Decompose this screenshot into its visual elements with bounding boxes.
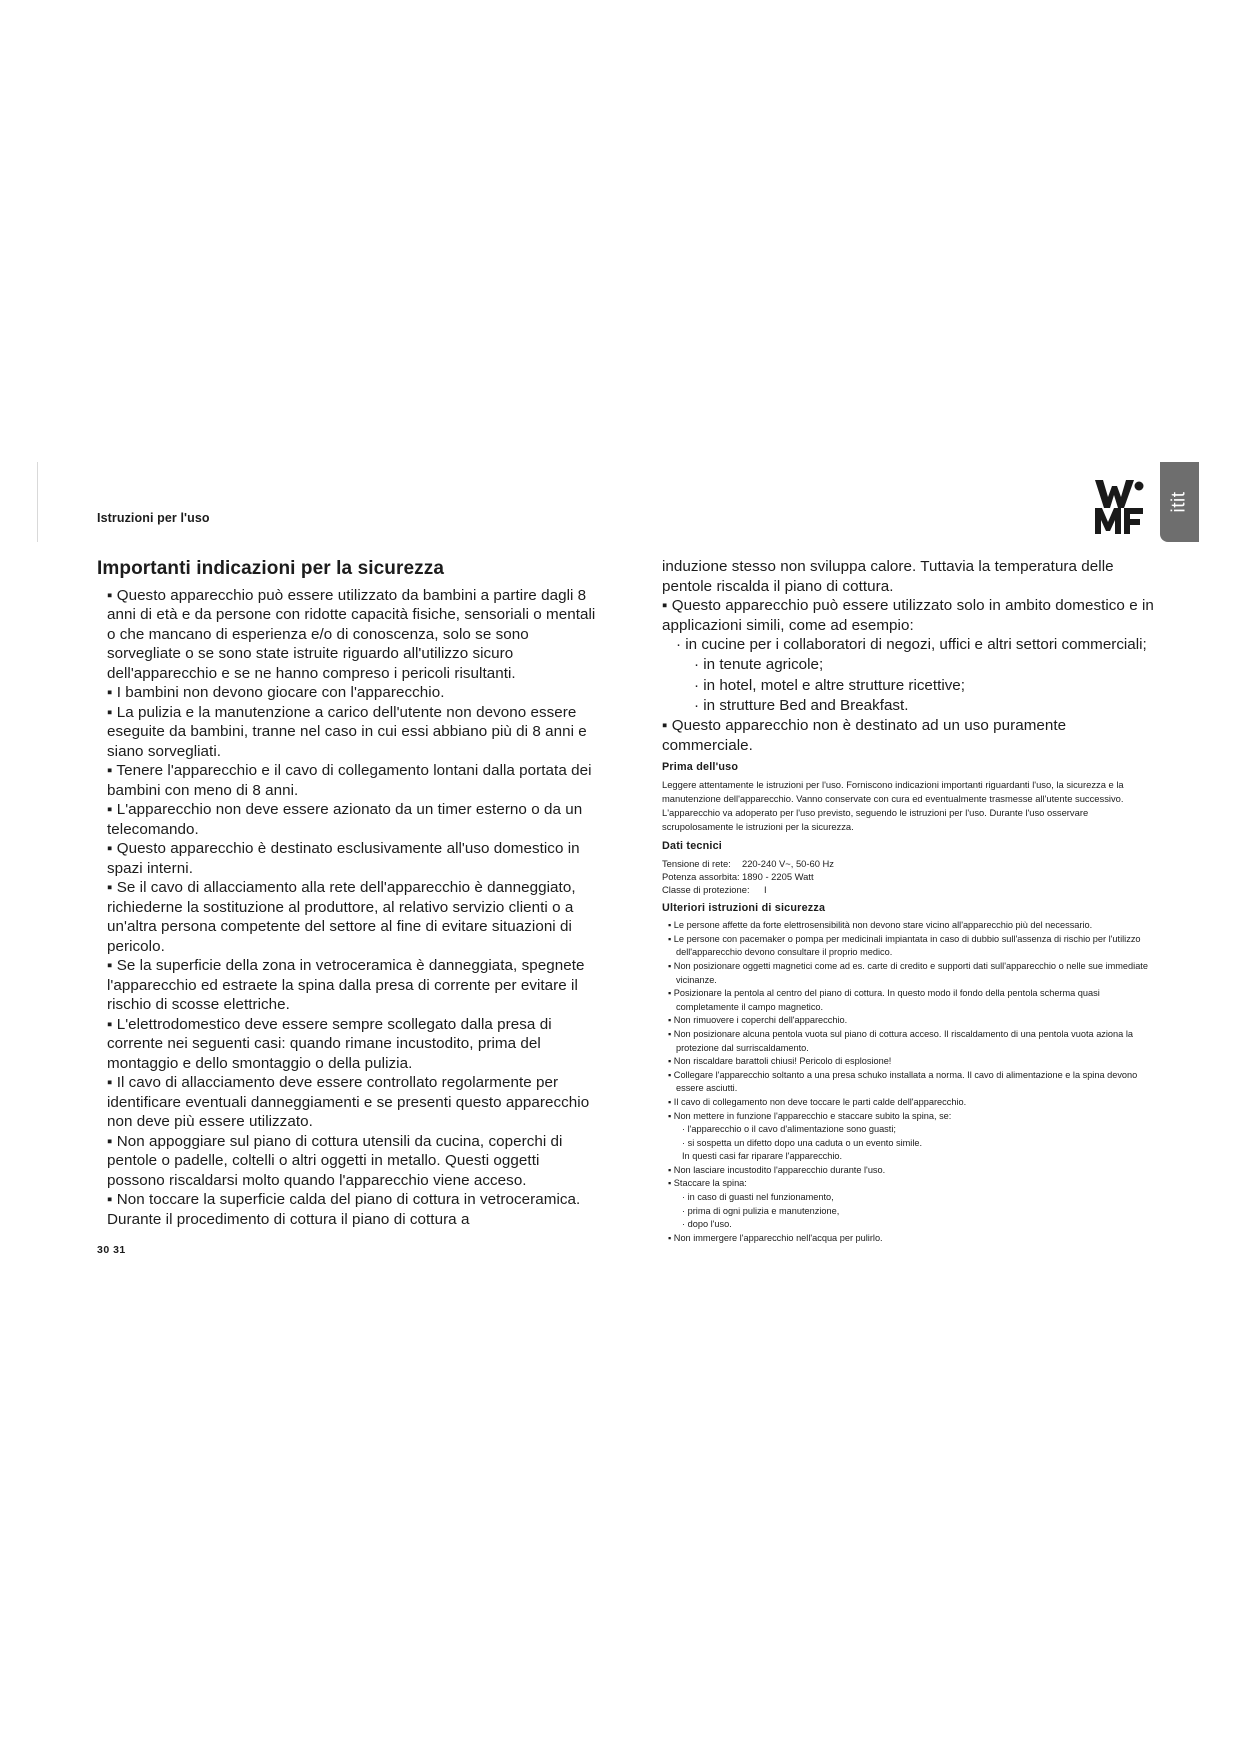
safety-paragraph: ▪ I bambini non devono giocare con l'apparecchio. [107, 684, 445, 702]
spec-row [662, 857, 1154, 870]
safety-list-item: ▪ Non riscaldare barattoli chiusi! Pericolo di esplosione! [668, 1056, 892, 1067]
safety-paragraph: ▪ Il cavo di allacciamento deve essere controllato regolarmente per identificare eventuali danneggiamenti e se presenti questo apparecchio non deve più essere utilizzato. [107, 1074, 590, 1131]
safety-list-item: ▪ Staccare la spina: [668, 1178, 747, 1189]
safety-paragraph: ▪ L'apparecchio non deve essere azionato da un timer esterno o da un telecomando. [107, 801, 583, 838]
spec-value: 1890 - 2205 Watt [742, 871, 814, 883]
domestic-use-item: · in cucine per i collaboratori di negozi, uffici e altri settori commerciali; [676, 636, 1147, 653]
safety-paragraph: ▪ La pulizia e la manutenzione a carico dell'utente non devono essere eseguite da bambini, tranne nel caso in cui essi abbiano più di 8 anni e siano sorvegliati. [107, 703, 587, 760]
domestic-use-item: · in tenute agricole; [694, 656, 824, 674]
safety-sub-item: · si sospetta un difetto dopo una caduta o un evento simile. [682, 1137, 923, 1148]
safety-list-item: ▪ Collegare l'apparecchio soltanto a una presa schuko installata a norma. Il cavo di alimentazione e la spina devono essere asciutti. [668, 1069, 1138, 1094]
safety-paragraph: ▪ L'elettrodomestico deve essere sempre scollegato dalla presa di corrente nei seguenti casi: quando rimane incustodito, prima del montaggio e dello smontaggio o della pulizia. [107, 1015, 552, 1072]
left-column [97, 557, 600, 1229]
safety-paragraph: ▪ Tenere l'apparecchio e il cavo di collegamento lontani dalla portata dei bambini con meno di 8 anni. [107, 762, 592, 799]
spec-row [662, 870, 1154, 883]
safety-list-item: ▪ Posizionare la pentola al centro del piano di cottura. In questo modo il fondo della pentola scherma quasi completamente il campo magnetico. [668, 988, 1100, 1012]
safety-paragraph: ▪ Se il cavo di allacciamento alla rete dell'apparecchio è danneggiato, richiederne la sostituzione al produttore, al relativo servizio clienti o a un'altra persona competente del settore al fine di evitare situazioni di pericolo. [107, 879, 576, 955]
safety-list-item: ▪ Non posizionare alcuna pentola vuota sul piano di cottura acceso. Il riscaldamento di una pentola vuota aziona la protezione dal surriscaldamento. [668, 1028, 1133, 1053]
safety-list-item: ▪ Non lasciare incustodito l'apparecchio durante l'uso. [668, 1164, 886, 1175]
continuation-paragraph: induzione stesso non sviluppa calore. Tuttavia la temperatura delle pentole riscalda il piano di cottura. [662, 558, 1114, 595]
domestic-use-paragraph: ▪ Questo apparecchio può essere utilizzato solo in ambito domestico e in applicazioni simili, come ad esempio: [662, 597, 1154, 634]
safety-note: In questi casi far riparare l'apparecchio. [682, 1151, 843, 1162]
safety-paragraph: ▪ Questo apparecchio può essere utilizzato da bambini a partire dagli 8 anni di età e da persone con ridotte capacità fisiche, sensoriali o mentali o che mancano di esperienza e/o di conoscenza, solo se sono sorvegliate o se sono state istruite riguardo all'utilizzo sicuro dell'apparecchio e se ne hanno compreso i pericoli risultanti. [107, 586, 596, 682]
spec-value: I [764, 884, 767, 896]
domestic-use-item: · in hotel, motel e altre strutture ricettive; [694, 676, 965, 694]
safety-paragraph: ▪ Questo apparecchio è destinato esclusivamente all'uso domestico in spazi interni. [107, 840, 580, 877]
language-tab-label: itit [1168, 491, 1190, 513]
header-title: Istruzioni per l'uso [97, 511, 210, 525]
spec-row [662, 883, 1154, 896]
domestic-use-item: · in strutture Bed and Breakfast. [694, 696, 909, 714]
safety-sub-item: · in caso di guasti nel funzionamento, [682, 1192, 834, 1203]
safety-list-item: ▪ Le persone con pacemaker o pompa per medicinali impiantata in caso di dubbio sull'assenza di rischio per l'utilizzo dell'apparecchio devono consultare il proprio medico. [668, 933, 1141, 958]
safety-list-item: ▪ Non rimuovere i coperchi dell'apparecchio. [668, 1015, 848, 1026]
prima-uso-text: Leggere attentamente le istruzioni per l'uso. Forniscono indicazioni importanti riguardanti l'uso, la sicurezza e la manutenzione dell'apparecchio. Vanno conservate con cura ed eventualmente trasmesse all'utente successivo. L'apparecchio va adoperato per l'uso previsto, seguendo le istruzioni per l'uso. Durante l'uso osservare scrupolosamente le istruzioni per la sicurezza. [662, 779, 1124, 833]
language-tab [1160, 462, 1199, 542]
safety-paragraph: ▪ Non toccare la superficie calda del piano di cottura in vetroceramica. Durante il procedimento di cottura il piano di cottura a [107, 1191, 581, 1228]
section-heading-dati-tecnici: Dati tecnici [662, 840, 723, 853]
spec-label: Potenza assorbita: [662, 871, 740, 883]
not-commercial-paragraph: ▪ Questo apparecchio non è destinato ad un uso puramente commerciale. [662, 717, 1067, 754]
safety-list-item: ▪ Non immergere l'apparecchio nell'acqua per pulirlo. [668, 1232, 883, 1243]
safety-sub-item: · l'apparecchio o il cavo d'alimentazione sono guasti; [682, 1124, 896, 1135]
right-column [662, 557, 1154, 1245]
safety-list-item: ▪ Non posizionare oggetti magnetici come ad es. carte di credito e supporti dati sull'apparecchio o nelle sue immediate vicinanze. [668, 960, 1148, 985]
crop-mark-line [37, 462, 38, 542]
spec-label: Classe di protezione: [662, 884, 750, 896]
spec-label: Tensione di rete: [662, 858, 731, 870]
section-heading-prima-uso: Prima dell'uso [662, 761, 739, 774]
safety-list-item: ▪ Le persone affette da forte elettrosensibilità non devono stare vicino all'apparecchio più del necessario. [668, 920, 1093, 931]
safety-list-item: ▪ Non mettere in funzione l'apparecchio e staccare subito la spina, se: [668, 1110, 952, 1121]
safety-paragraph: ▪ Non appoggiare sul piano di cottura utensili da cucina, coperchi di pentole o padelle, coltelli o altri oggetti in metallo. Questi oggetti possono riscaldarsi molto quando l'apparecchio viene acceso. [107, 1132, 563, 1189]
safety-sub-item: · dopo l'uso. [682, 1219, 732, 1230]
safety-list-item: ▪ Il cavo di collegamento non deve toccare le parti calde dell'apparecchio. [668, 1096, 967, 1107]
section-heading-safety: Importanti indicazioni per la sicurezza [97, 558, 445, 579]
section-heading-ulteriori: Ulteriori istruzioni di sicurezza [662, 902, 826, 915]
spec-value: 220-240 V~, 50-60 Hz [742, 858, 834, 870]
safety-paragraph: ▪ Se la superficie della zona in vetroceramica è danneggiata, spegnete l'apparecchio ed estraete la spina dalla presa di corrente per evitare il rischio di scosse elettriche. [107, 957, 585, 1014]
page-numbers: 30 31 [97, 1244, 126, 1256]
safety-sub-item: · prima di ogni pulizia e manutenzione, [682, 1205, 840, 1216]
wmf-logo [1093, 478, 1145, 534]
